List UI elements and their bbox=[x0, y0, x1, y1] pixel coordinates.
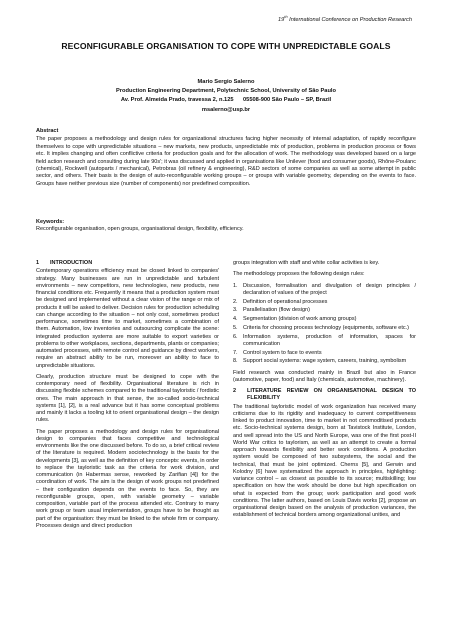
author-name: Mario Sergio Salerno bbox=[197, 79, 255, 85]
abstract-text: The paper proposes a methodology and design rules for organizational structures facing higher necessity of internal adaptation, of rapidly reconfigure themselves to cope with unpredictable situations – new markets, new products, unpredictable mix of production, problems in production process or flows etc. It implies changing and often conflictive criteria for production goals and for the allocation of work. The methodology was developed based on a large field action research and consulting during late 90s'; it was discussed and applied in organisations like Unilever (food and consumer goods), Rhône-Poulanc (chemical), Rockwell (autoparts / mechanical), Petrobras (oil refinery & engineering), R&D sectors of some companies as well as some attempt in public sector, and others. Their basis is the design of auto-reconfigurable working groups – or groups with variable geometry, depending on the events to face. Groups have neither previous size (number of components) nor predefined composition. bbox=[36, 136, 416, 187]
conference-name: International Conference on Production Research bbox=[287, 16, 412, 23]
section-number: 1 bbox=[36, 260, 40, 266]
keywords-text: Reconfigurable organisation, open groups, organisational design, flexibility, efficiency. bbox=[36, 226, 244, 233]
section-title: INTRODUCTION bbox=[50, 260, 93, 266]
section-title: LITERATURE REVIEW ON ORGANISATIONAL DESIGN TO FLEXIBILITY bbox=[247, 388, 416, 402]
section-2-heading bbox=[233, 388, 416, 403]
section-1-heading bbox=[36, 260, 219, 267]
keywords-heading: Keywords: bbox=[36, 219, 65, 225]
list-item: 1. Discussion, formalisation and divulgation of design principles / declaration of values of the project bbox=[233, 282, 416, 296]
list-item: 4. Segmentation (division of work among groups) bbox=[233, 316, 357, 322]
left-column bbox=[36, 260, 219, 534]
abstract bbox=[36, 128, 416, 188]
design-rules-list bbox=[233, 283, 416, 366]
section-number: 2 bbox=[233, 388, 237, 394]
author-address: Av. Prof. Almeida Prado, travessa 2, n.125 05508-900 São Paulo – SP, Brazil bbox=[120, 97, 332, 104]
list-item: 6. Information systems, production of information, spaces for communication bbox=[233, 333, 416, 347]
paragraph: Clearly, production structure must be designed to cope with the contemporary need of flexibility. Organisational literature is rich in discussing flexible schemes compared to the traditional tayloristic / fordistic ones. The main approach in that sense, the so-called socio-technical systems [1], [2], is a real advance but it has some conceptual problems and mainly it lacks a tooling kit to orient organisational design – the design rules. bbox=[36, 373, 219, 424]
conference-ordinal: th bbox=[284, 14, 288, 19]
list-item: 7. Control system to face to events bbox=[233, 349, 322, 356]
paragraph: groups integration with staff and white collar activities is key. bbox=[233, 260, 380, 266]
right-column bbox=[233, 260, 416, 524]
paragraph: The traditional tayloristic model of work organization has received many criticisms due to its rigidity and inadequacy to current competitiveness linked to product innovation, time to market in not commoditised products etc. Socio-technical systems design, born at Tavistock Institute, London, and well spread into the US and North Europe, was one of the first post-II World War critics to taylorism, as well as an attempt to create a formal approach towards flexibility and better work conditions. A production system would be composed of two subsystems, the social and the technical, that must be joint optimized. Cherns [5], and Gerwin and Kolodny [6] have systematized the approach in principles, highlighting: variance control – as closest as possible to its source; multiskilling; low specification on how the work should be done but high specification on what is expected from the group; work participation and good work conditions. The latter authors, based on Louis Davis works [2], propose an organisational design based on the analysis of production variances, the establishment of technical borders among organizational unities, and bbox=[233, 403, 416, 519]
list-item: 5. Criteria for choosing process technology (equipments, software etc.) bbox=[233, 324, 409, 331]
paragraph: Field research was conducted mainly in Brazil but also in France (automotive, paper, food) and Italy (chemicals, automotive, machinery). bbox=[233, 369, 416, 383]
paragraph: Contemporary operations efficiency must be closed linked to companies' strategy. Many businesses are run in unpredictable and turbulent environments – new competitors, new technologies, new products, new financial conditions etc. Frequently it means that a production system must be designed and implemented without a clear vision of the range or mix of products it will be asked to deliver. Decision rules for production scheduling can change according to the situation – not only cost, sometimes product performance, sometimes time to market, sometimes a combination of them. Automation, low inventories and outsourcing complicate the scene: integrated production systems are more suitable to export varieties or problems to other workplaces, sections, departments, plants or companies; automated processes, with remote control and guidance by direct workers, require an abstract ability to be run, moreover an ability to face to unpredictable situations. bbox=[36, 268, 219, 369]
author-block bbox=[36, 78, 416, 115]
list-item: 8. Support social systems: wage system, careers, training, symbolism bbox=[233, 358, 407, 365]
conference-number: 19 bbox=[278, 16, 285, 23]
abstract-heading: Abstract bbox=[36, 128, 59, 134]
list-item: 2. Definition of operational processes bbox=[233, 298, 328, 305]
paragraph: The paper proposes a methodology and design rules for organisational design to companies that faces competitive and technological environments like the one discussed before. To do so, a brief critical review of the literature is required. Modern sociotechnology is the basis for the developments [3], as well as the definition of key concepts: events, in order to replace the tayloristic task as the criteria for work division, and communication (in Habermas sense, reworked by Zarifian [4]) for the coordination of work. The aim is the design of work groups not predefined – their configuration depends on the events to face. So, they are reconfigurable groups, open, with variable geometry – variable composition, variable part of the process attended etc. Contrary to many work group or team usual implementation, groups have to be thought as part of the organisation: they must be linked to the whole firm or company. Processes design and direct production bbox=[36, 428, 219, 529]
list-item: 3. Parallelisation (flow design) bbox=[233, 307, 310, 314]
keywords bbox=[36, 219, 416, 234]
author-affiliation: Production Engineering Department, Polytechnic School, University of São Paulo bbox=[116, 88, 336, 95]
conference-header bbox=[278, 14, 412, 23]
paragraph: The methodology proposes the following design rules: bbox=[233, 271, 365, 278]
paper-title: RECONFIGURABLE ORGANISATION TO COPE WITH UNPREDICTABLE GOALS bbox=[61, 41, 391, 51]
author-email: msalerno@usp.br bbox=[201, 106, 251, 113]
